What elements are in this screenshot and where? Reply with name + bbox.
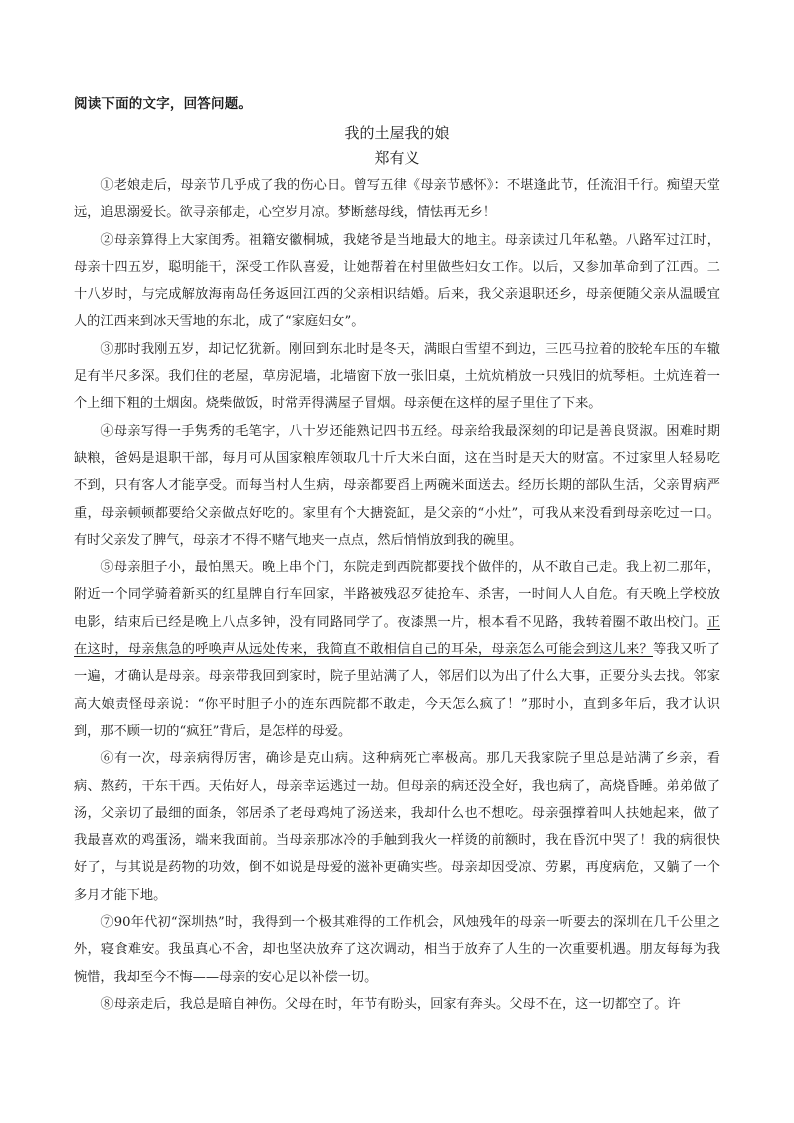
paragraph-8: ⑧母亲走后，我总是暗自神伤。父母在时，年节有盼头，回家有奔头。父母不在，这一切都空了。许 [100,996,681,1012]
paragraph-5 [74,554,720,745]
paragraph-2: ②母亲算得上大家闺秀。祖籍安徽桐城，我姥爷是当地最大的地主。母亲读过几年私塾。八路军过江时，母亲十四五岁，聪明能干，深受工作队喜爱，让她帮着在村里做些妇女工作。以后，又参加革命到了江西。二十八岁时，与完成解放海南岛任务返回江西的父亲相识结婚。后来，我父亲退职还乡，母亲便随父亲从温暖宜人的江西来到冰天雪地的东北，成了“家庭妇女”。 [74,232,720,330]
paragraph-4: ④母亲写得一手隽秀的毛笔字，八十岁还能熟记四书五经。母亲给我最深刻的印记是善良贤淑。困难时期缺粮，爸妈是退职干部，每月可从国家粮库领取几十斤大米白面，这在当时是天大的财富。不过家里人轻易吃不到，只有客人才能享受。而每当村人生病，母亲都要舀上两碗米面送去。经历长期的部队生活，父亲胃病严重，母亲顿顿都要给父亲做点好吃的。家里有个大搪瓷缸，是父亲的“小灶”，可我从来没看到母亲吃过一口。有时父亲发了脾气，母亲才不得不赌气地夹一点点，然后悄悄放到我的碗里。 [74,423,720,548]
paragraph-7: ⑦90年代初“深圳热”时，我得到一个极其难得的工作机会，风烛残年的母亲一听要去的深圳在几千公里之外，寝食难安。我虽真心不舍，却也坚决放弃了这次调动，相当于放弃了人生的一次重要机遇。朋友每每为我惋惜，我却至今不悔——母亲的安心足以补偿一切。 [74,915,720,985]
paragraph-3: ③那时我刚五岁，却记忆犹新。刚回到东北时是冬天，满眼白雪望不到边，三匹马拉着的胶轮车压的车辙足有半尺多深。我们住的老屋，草房泥墙，北墙窗下放一张旧桌，土炕炕梢放一只残旧的炕琴柜。土炕连着一个上细下粗的土烟囱。烧柴做饭，时常弄得满屋子冒烟。母亲便在这样的屋子里住了下来。 [74,341,720,412]
underlined-sentence: 正在这时，母亲焦急的呼唤声从远处传来，我简直不敢相信自己的耳朵，母亲怎么可能会到这儿来？ [74,614,720,658]
article-title: 我的土屋我的娘 [344,124,450,142]
article-author: 郑有义 [374,149,420,167]
paragraph-5-before: ⑤母亲胆子小，最怕黑天。晚上串个门，东院走到西院都要找个做伴的，从不敢自己走。我上初二那年，附近一个同学骑着新买的红星牌自行车回家，半路被残忍歹徒抢车、杀害，一时间人人自危。有天晚上学校放电影，结束后已经是晚上八点多钟，没有同路同学了。夜漆黑一片，根本看不见路，我转着圈不敢出校门。 [74,560,720,630]
paragraph-6: ⑥有一次，母亲病得厉害，确诊是克山病。这种病死亡率极高。那几天我家院子里总是站满了乡亲，看病、熬药，干东干西。天佑好人，母亲幸运逃过一劫。但母亲的病还没全好，我也病了，高烧昏睡。弟弟做了汤，父亲切了最细的面条，邻居杀了老母鸡炖了汤送来，我却什么也不想吃。母亲强撑着叫人扶她起来，做了我最喜欢的鸡蛋汤，端来我面前。当母亲那冰冷的手触到我火一样烫的前额时，我在昏沉中哭了！我的病很快好了，与其说是药物的功效，倒不如说是母爱的滋补更确实些。母亲却因受凉、劳累，再度病危，又躺了一个多月才能下地。 [74,751,720,903]
article-body [74,172,720,1018]
reading-instruction: 阅读下面的文字，回答问题。 [74,96,253,112]
paragraph-1: ①老娘走后，母亲节几乎成了我的伤心日。曾写五律《母亲节感怀》：不堪逢此节，任流泪千行。痴望天堂远，追思溺爱长。欲寻亲郁走，心空岁月凉。梦断慈母线，情怯再无乡！ [74,178,720,221]
paragraph-5-after: 等我又听了一遍，才确认是母亲。母亲带我回到家时，院子里站满了人，邻居们以为出了什么大事，正要分头去找。邻家高大娘责怪母亲说：“你平时胆子小的连东西院都不敢走，今天怎么疯了！”那时小，直到多年后，我才认识到，那不顾一切的“疯狂”背后，是怎样的母爱。 [74,642,720,739]
